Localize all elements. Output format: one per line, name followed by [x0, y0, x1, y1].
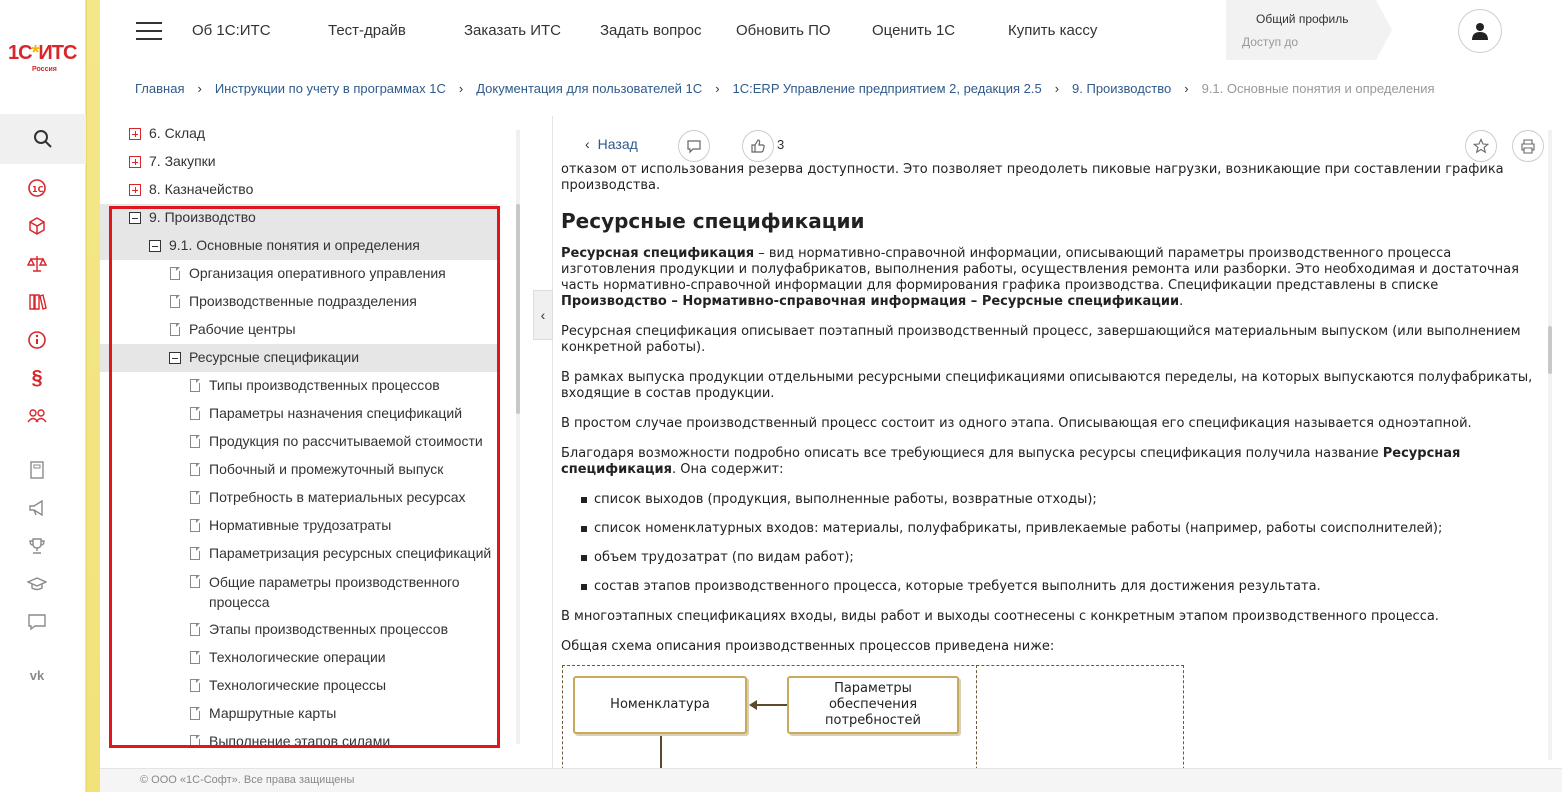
nav-update-software[interactable]: Обновить ПО [736, 22, 831, 39]
tree-item-label: Нормативные трудозатраты [209, 517, 392, 533]
document-icon [190, 575, 200, 588]
back-label: Назад [597, 136, 638, 152]
profile-switcher[interactable] [1226, 0, 1376, 60]
menu-path-bold: Производство – Нормативно-справочная информация – Ресурсные спецификации [561, 294, 1180, 309]
favorite-button[interactable] [1465, 130, 1497, 162]
tree-item-label: Общие параметры производственного процесса [209, 574, 460, 610]
section-heading: Ресурсные спецификации [561, 209, 865, 233]
paragraph-icon[interactable]: § [31, 366, 43, 389]
tree-item-label: Продукция по рассчитываемой стоимости [209, 433, 483, 449]
list-item: состав этапов производственного процесса, которые требуется выполнить для достижения результата. [581, 579, 1533, 595]
tree-scrollbar-thumb[interactable] [516, 204, 520, 414]
paragraph-text: – вид нормативно-справочной информации, описывающий параметры производственного процесса изготовления продукции и полуфабрикатов, выполнения работы, осуществления ремонта или разборки. Это необходимая и достаточная часть нормативно-справочной информации для формирования графика производства. Спецификации представлены в списке [561, 246, 1519, 293]
nav-buy-register[interactable]: Купить кассу [1008, 22, 1098, 39]
article-paragraph: Общая схема описания производственных процессов приведена ниже: [561, 639, 1055, 654]
collapse-tree-button[interactable] [533, 290, 553, 340]
user-avatar-button[interactable] [1458, 9, 1502, 53]
diagram-box-supply-params: Параметры обеспечения потребностей [787, 676, 959, 734]
list-item: объем трудозатрат (по видам работ); [581, 550, 1533, 566]
tree-item[interactable] [100, 204, 498, 232]
tree-item-label: Параметризация ресурсных спецификаций [209, 545, 492, 561]
star-icon [1473, 138, 1489, 154]
document-icon [190, 651, 200, 664]
content-scrollbar-thumb[interactable] [1548, 326, 1552, 374]
vk-icon[interactable]: vk [29, 667, 45, 683]
document-icon [170, 323, 180, 336]
tree-item-label: Производственные подразделения [189, 293, 417, 309]
tree-item-label: Ресурсные спецификации [189, 349, 360, 365]
logo-text: 1С*ИТС [8, 42, 77, 64]
diagram-divider [976, 665, 977, 768]
trophy-icon[interactable] [26, 535, 48, 557]
chat-icon[interactable] [26, 611, 48, 633]
document-icon [190, 679, 200, 692]
diagram-arrow [660, 736, 662, 768]
tree-item[interactable] [100, 728, 498, 756]
chevron-right-icon: › [715, 80, 720, 96]
document-icon [190, 735, 200, 748]
nav-test-drive[interactable]: Тест-драйв [328, 22, 406, 39]
tree-item[interactable] [100, 400, 498, 428]
document-icon [170, 295, 180, 308]
tree-item[interactable] [100, 616, 498, 644]
document-icon [190, 519, 200, 532]
cube-icon[interactable] [26, 215, 48, 237]
article-paragraph: Ресурсная спецификация описывает поэтапный производственный процесс, завершающийся материальным выпуском (или выполнением конкретной работы). [561, 324, 1521, 355]
calculator-icon[interactable] [26, 459, 48, 481]
tree-item-label: Выполнение этапов силами [209, 733, 391, 749]
tree-item[interactable] [100, 372, 498, 400]
term-bold: Ресурсная спецификация [561, 246, 755, 261]
article-paragraph [561, 446, 1533, 478]
info-icon[interactable] [26, 329, 48, 351]
tree-item[interactable] [100, 540, 498, 568]
tree-item[interactable] [100, 428, 498, 456]
tree-item-label: Побочный и промежуточный выпуск [209, 461, 444, 477]
diagram-arrow [751, 704, 787, 706]
document-icon [190, 707, 200, 720]
tree-item-label: Рабочие центры [189, 321, 296, 337]
profile-access: Доступ до [1242, 35, 1299, 49]
article-paragraph: В многоэтапных спецификациях входы, виды работ и выходы соотнесены с конкретным этапом производственного процесса. [561, 609, 1439, 624]
contents-list [581, 492, 1533, 595]
breadcrumb-home[interactable]: Главная [135, 80, 185, 96]
term-bold: Ресурсная спецификация [561, 446, 1461, 477]
search-icon [33, 129, 53, 149]
paragraph-text: Благодаря возможности подробно описать все требующиеся для выпуска ресурсы спецификация получила название [561, 446, 1383, 461]
document-icon [190, 463, 200, 476]
books-icon[interactable] [26, 291, 48, 313]
tree-item[interactable] [100, 512, 498, 540]
rail-search-button[interactable] [0, 114, 86, 164]
tree-item[interactable] [100, 344, 498, 372]
user-icon [1472, 22, 1488, 40]
footer [100, 768, 1562, 792]
tree-item[interactable] [100, 232, 498, 260]
tree-item[interactable] [100, 148, 498, 176]
expand-plus-icon[interactable] [129, 184, 141, 196]
tree-item-label: Параметры назначения спецификаций [209, 405, 463, 421]
expand-plus-icon[interactable] [129, 128, 141, 140]
document-icon [190, 491, 200, 504]
tree-item-label: 9.1. Основные понятия и определения [169, 237, 420, 253]
tree-item[interactable] [100, 700, 498, 728]
nav-order-its[interactable]: Заказать ИТС [464, 22, 561, 39]
graduation-cap-icon[interactable] [26, 573, 48, 595]
left-rail [0, 0, 86, 792]
logo[interactable] [6, 36, 80, 84]
collapse-minus-icon[interactable] [169, 352, 181, 364]
diagram-box-nomenclature: Номенклатура [573, 676, 747, 734]
tree-item[interactable] [100, 120, 498, 148]
tree-item-label: 8. Казначейство [149, 181, 254, 197]
print-button[interactable] [1512, 130, 1544, 162]
svg-text:1С: 1С [32, 185, 44, 194]
comment-button[interactable] [678, 130, 710, 162]
document-icon [190, 547, 200, 560]
chevron-right-icon: › [1054, 80, 1060, 96]
rail-accent-stripe [86, 0, 100, 792]
content-scrollbar[interactable] [1548, 130, 1552, 760]
printer-icon [1520, 138, 1536, 154]
tree-item[interactable] [100, 568, 498, 616]
tree-item[interactable] [100, 456, 498, 484]
breadcrumb-production[interactable]: 9. Производство [1072, 80, 1172, 96]
list-item: список номенклатурных входов: материалы, полуфабрикаты, привлекаемые работы (например, работы соисполнителей); [581, 521, 1533, 537]
nav-rate-1c[interactable]: Оценить 1С [872, 22, 956, 39]
tree-item-label: Технологические процессы [209, 677, 387, 693]
logo-sub: Россия [32, 66, 57, 73]
tree-item[interactable] [100, 672, 498, 700]
document-icon [170, 267, 180, 280]
chevron-right-icon: › [458, 80, 464, 96]
chevron-right-icon: › [1184, 80, 1189, 96]
nav-about[interactable]: Об 1С:ИТС [192, 22, 271, 39]
tree-item-label: Организация оперативного управления [189, 265, 446, 281]
back-button[interactable] [585, 136, 638, 152]
breadcrumb [135, 80, 1435, 96]
hamburger-menu-icon[interactable] [136, 22, 162, 40]
tree-item-label: Типы производственных процессов [209, 377, 440, 393]
chevron-right-icon: › [197, 80, 202, 96]
article-paragraph [561, 246, 1533, 310]
article-pane [553, 116, 1546, 768]
paragraph-end: . Она содержит: [671, 462, 784, 477]
collapse-minus-icon[interactable] [149, 240, 161, 252]
navigation-tree [100, 116, 524, 768]
expand-plus-icon[interactable] [129, 156, 141, 168]
tree-item-label: Технологические операции [209, 649, 386, 665]
tree-item[interactable] [100, 260, 498, 288]
top-navigation [100, 0, 1562, 62]
tree-item[interactable] [100, 316, 498, 344]
tree-item-label: 9. Производство [149, 209, 256, 225]
breadcrumb-erp[interactable]: 1С:ERP Управление предприятием 2, редакция 2.5 [732, 80, 1042, 96]
document-icon [190, 379, 200, 392]
copyright-text: © ООО «1С-Софт». Все права защищены [140, 774, 355, 786]
breadcrumb-instructions[interactable]: Инструкции по учету в программах 1С [214, 80, 446, 96]
chevron-left-icon: ‹ [585, 136, 590, 152]
megaphone-icon[interactable] [26, 497, 48, 519]
tree-item-label: Маршрутные карты [209, 705, 337, 721]
comment-icon [686, 138, 702, 154]
document-icon [190, 407, 200, 420]
tree-item[interactable] [100, 288, 498, 316]
article-paragraph: В простом случае производственный процесс состоит из одного этапа. Описывающая его спецификация называется одноэтапной. [561, 416, 1472, 431]
thumbs-up-icon [750, 138, 766, 154]
article-body [561, 162, 1533, 669]
document-icon [190, 435, 200, 448]
chevron-left-icon: ‹ [540, 307, 546, 323]
tree-item-label: Потребность в материальных ресурсах [209, 489, 466, 505]
breadcrumb-docs[interactable]: Документация для пользователей 1С [476, 80, 703, 96]
paragraph-end: . [1179, 294, 1184, 309]
breadcrumb-current: 9.1. Основные понятия и определения [1201, 80, 1435, 96]
list-item: список выходов (продукция, выполненные работы, возвратные отходы); [581, 492, 1533, 508]
1c-icon[interactable] [26, 177, 48, 199]
tree-item[interactable] [100, 176, 498, 204]
tree-item-label: 7. Закупки [149, 153, 216, 169]
article-intro: отказом от использования резерва доступности. Это позволяет преодолеть пиковые нагрузки, возникающие при составлении графика производства. [561, 162, 1504, 193]
tree-item[interactable] [100, 484, 498, 512]
tree-item-label: Этапы производственных процессов [209, 621, 449, 637]
document-icon [190, 623, 200, 636]
like-button[interactable] [742, 130, 774, 162]
people-icon[interactable] [26, 405, 48, 427]
profile-title: Общий профиль [1256, 12, 1349, 26]
article-paragraph: В рамках выпуска продукции отдельными ресурсными спецификациями описываются переделы, на которых выпускаются полуфабрикаты, входящие в состав продукции. [561, 370, 1533, 401]
scales-icon[interactable] [26, 253, 48, 275]
collapse-minus-icon[interactable] [129, 212, 141, 224]
nav-ask-question[interactable]: Задать вопрос [600, 22, 702, 39]
like-count: 3 [777, 137, 785, 152]
tree-item-label: 6. Склад [149, 125, 206, 141]
tree-item[interactable] [100, 644, 498, 672]
